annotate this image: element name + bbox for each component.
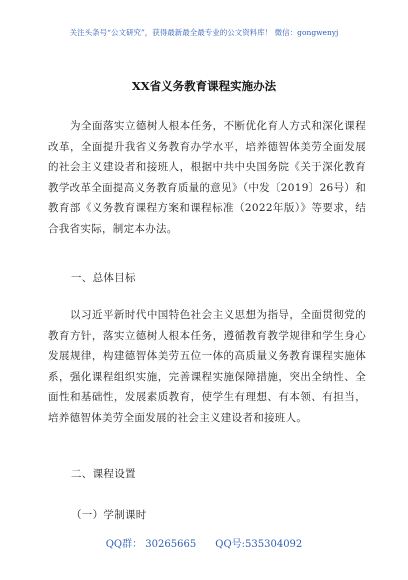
goals-paragraph: 以习近平新时代中国特色社会主义思想为指导，全面贯彻党的教育方针，落实立德树人根本任务，遵循教育教学规律和学生身心发展规律，构建德智体美劳五位一体的高质量义务教育课程实施体系，强化课程组织实施，完善课程实施保障措施，突出全纳性、全面性和基础性，发展素质教育，使学生有理想、有本领、有担当，培养德智体美劳全面发展的社会主义建设者和接班人。 <box>48 309 366 424</box>
section-heading-curriculum: 二、课程设置 <box>71 468 136 480</box>
footer-contact: QQ群： 30265665 QQ号:535304092 <box>105 539 303 550</box>
header-note: 关注头条号“公文研究”，获得最新最全最专业的公文资料库！ 微信：gongwenyj <box>69 28 339 37</box>
intro-paragraph: 为全面落实立德树人根本任务，不断优化育人方式和深化课程改革，全面提升我省义务教育办学水平，培养德智体美劳全面发展的社会主义建设者和接班人，根据中共中央国务院《关于深化教育教学改革全面提高义务教育质量的意见》（中发〔2019〕26号）和教育部《义务教育课程方案和课程标准（2022年版）》等要求，结合我省实际，制定本办法。 <box>48 120 366 235</box>
section-heading-goals: 一、总体目标 <box>71 272 136 284</box>
subsection-heading-schooling-hours: （一）学制课时 <box>71 509 147 521</box>
document-title: XX省义务教育课程实施办法 <box>131 79 277 93</box>
